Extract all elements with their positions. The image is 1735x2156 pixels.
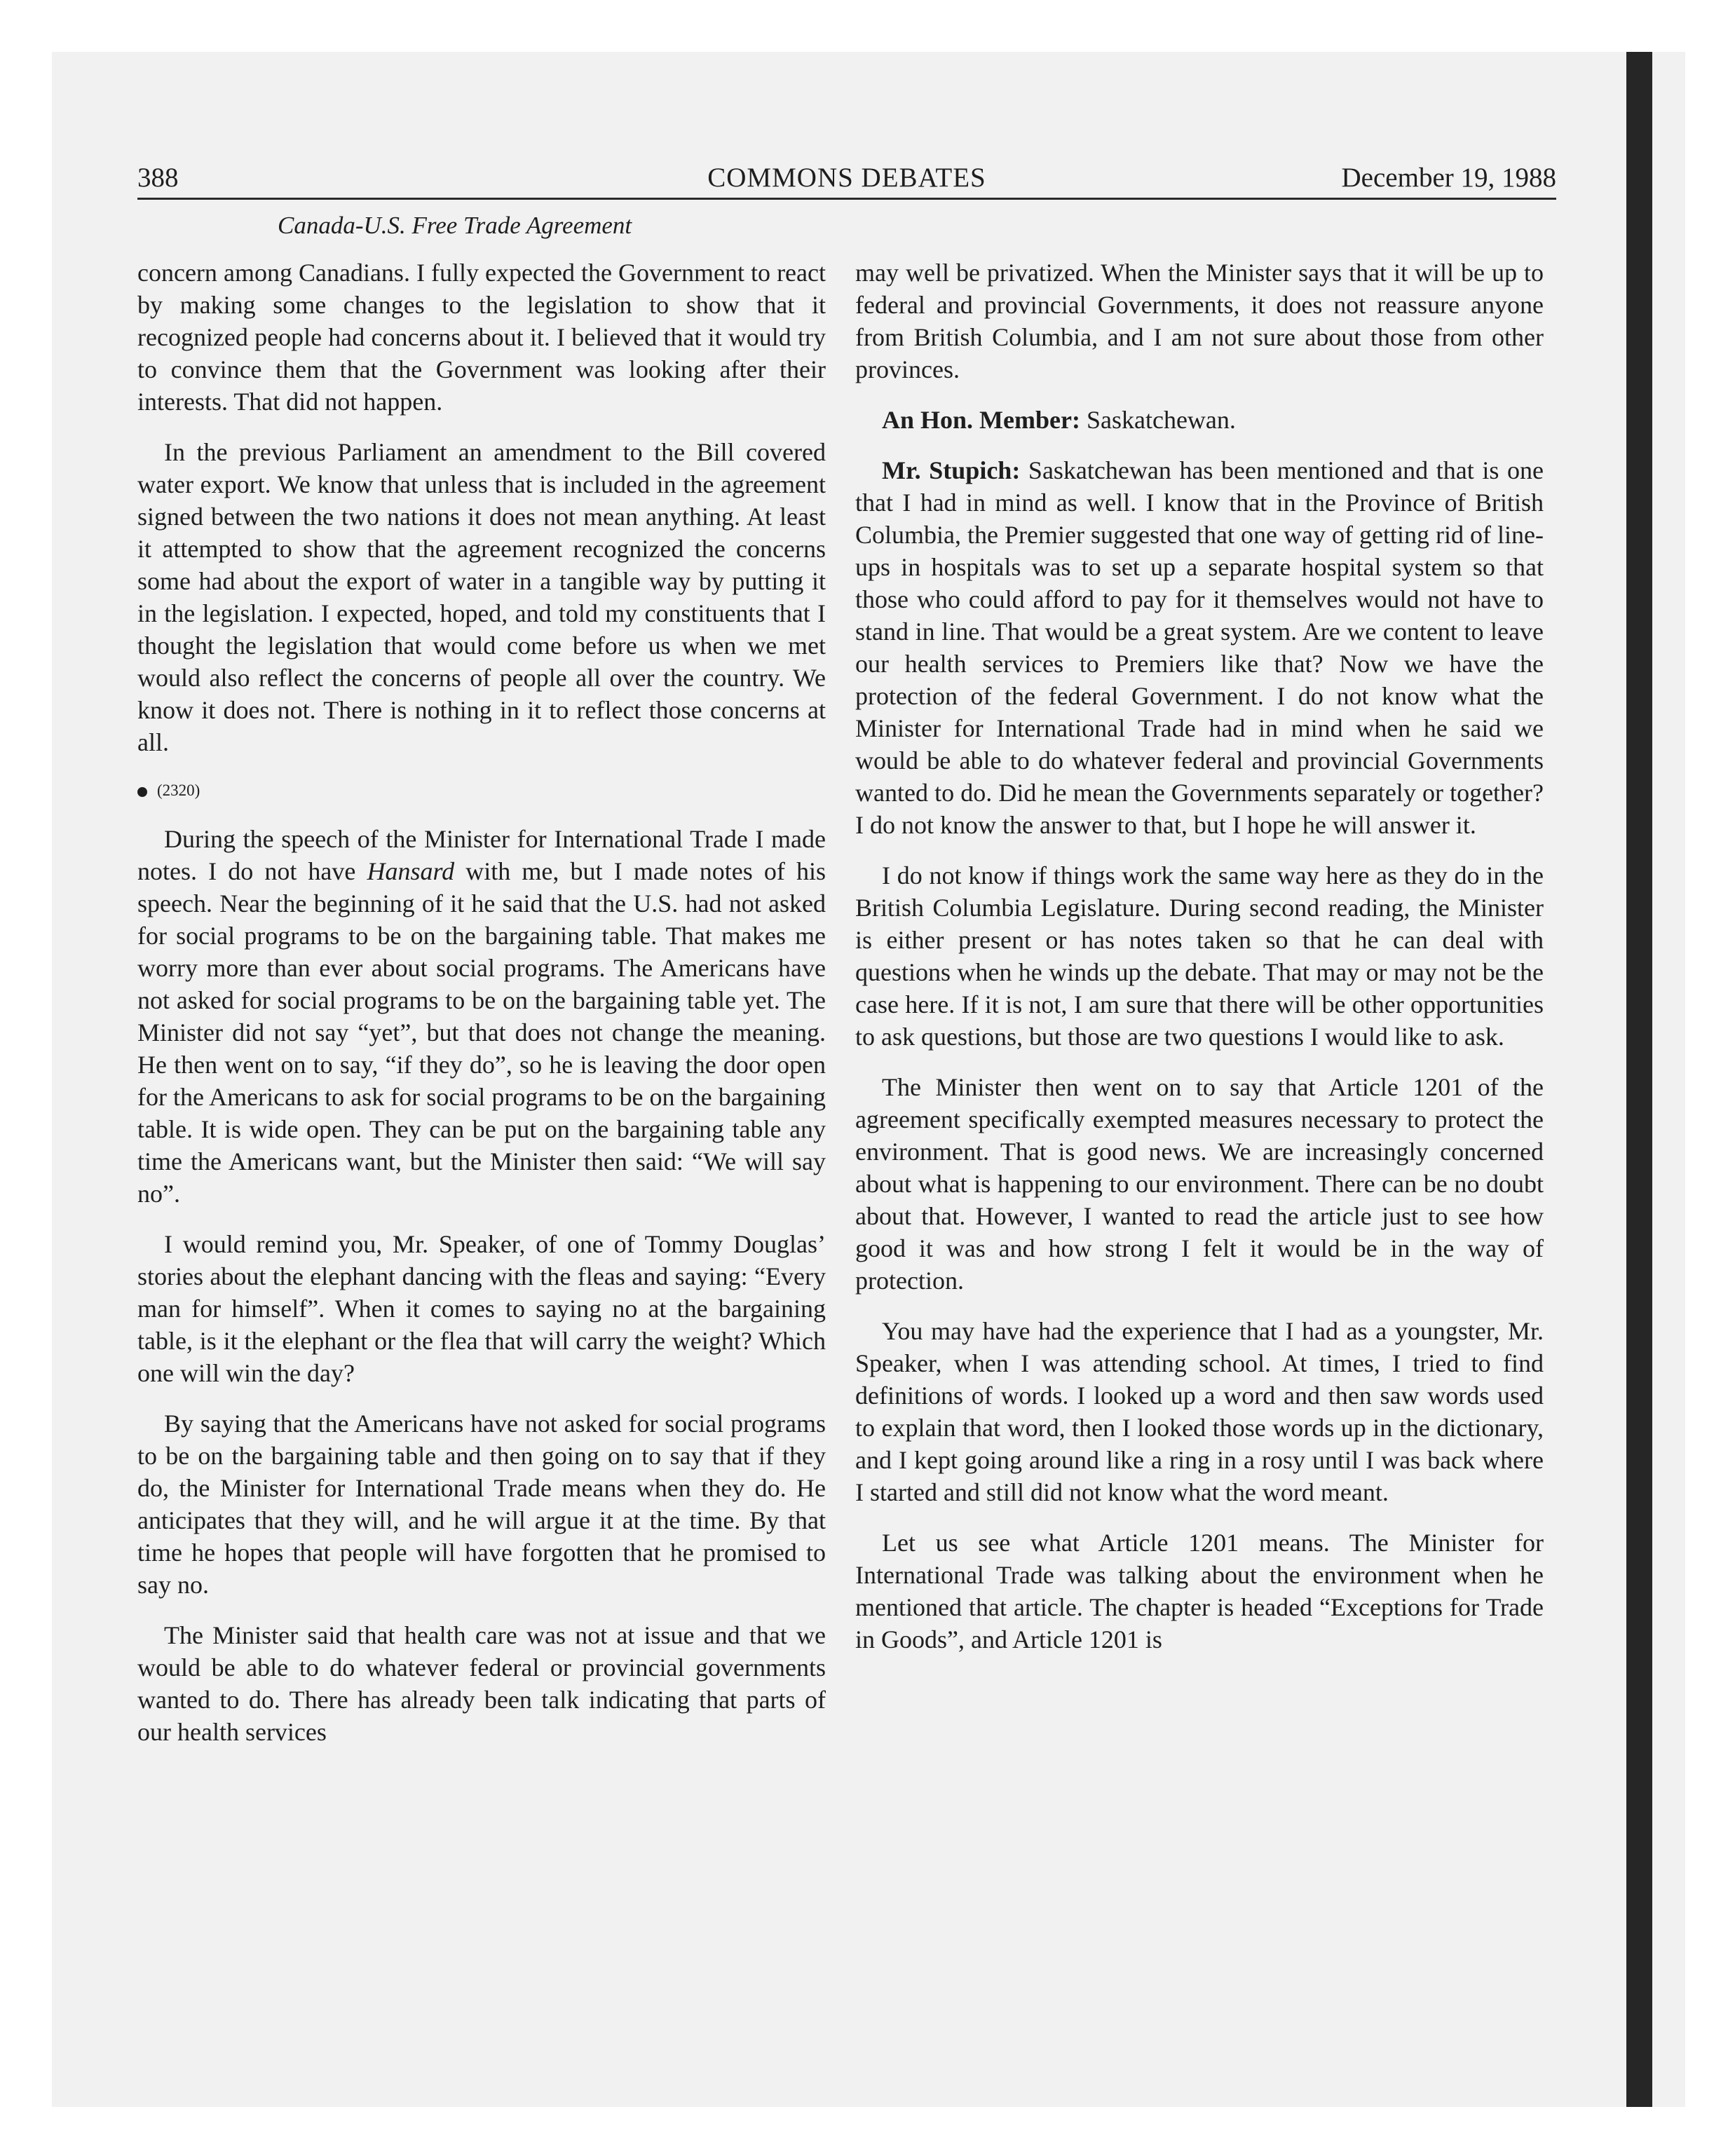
paragraph: concern among Canadians. I fully expected the Government to react by making some changes to the legislation to show that it recognized people had concerns about it. I believed that it would try to convince them that the Government was looking after their interests. That did not happen. — [137, 259, 826, 416]
paragraph: I do not know if things work the same way here as they do in the British Columbia Legislature. During second reading, the Minister is either present or has notes taken so that he can deal with questions when he winds up the debate. That may or may not be the case here. If it is not, I am sure that there will be other opportunities to ask questions, but those are two questions I would like to ask. — [855, 861, 1544, 1051]
paragraph: The Minister said that health care was not at issue and that we would be able to do whatever federal or provincial governments wanted to do. There has already been talk indicating that parts of our health services — [137, 1621, 826, 1746]
paragraph: I would remind you, Mr. Speaker, of one of Tommy Douglas’ stories about the elephant dancing with the fleas and saying: “Every man for himself”. When it comes to saying no at the bargaining table, is it the elephant or the flea that will carry the weight? Which one will win the day? — [137, 1230, 826, 1387]
paragraph: The Minister then went on to say that Article 1201 of the agreement specifically exempted measures necessary to protect the environment. That is good news. We are increasingly concerned about what is happening to our environment. There can be no doubt about that. However, I wanted to read the article just to see how good it was and how strong I felt it would be in the way of protection. — [855, 1073, 1544, 1295]
hansard-italic: Hansard — [367, 857, 455, 885]
page-header — [137, 158, 1556, 198]
time-marker — [137, 777, 826, 805]
paragraph: Let us see what Article 1201 means. The Minister for International Trade was talking about the environment when he mentioned that article. The chapter is headed “Exceptions for Trade in Goods”, and Article 1201 is — [855, 1529, 1544, 1653]
paragraph: By saying that the Americans have not asked for social programs to be on the bargaining table and then going on to say that if they do, the Minister for International Trade means when they do. He anticipates that they will, and he will argue it at the time. By that time he hopes that people will have forgotten that he promised to say no. — [137, 1410, 826, 1599]
paragraph — [137, 823, 826, 1210]
speaker-name: Mr. Stupich: — [882, 456, 1021, 484]
paragraph: In the previous Parliament an amendment to the Bill covered water export. We know that unless that is included in the agreement signed between the two nations it does not mean anything. At least it attempted to show that the agreement recognized the concerns some had about the export of water in a tangible way by putting it in the legislation. I expected, hoped, and told my constituents that I thought the legislation that would come before us when we met would also reflect the concerns of people all over the country. We know it does not. There is nothing in it to reflect those concerns at all. — [137, 438, 826, 756]
header-rule — [137, 198, 1556, 200]
paragraph — [855, 454, 1544, 841]
paragraph: You may have had the experience that I had as a youngster, Mr. Speaker, when I was attending school. At times, I tried to find definitions of words. I looked up a word and then saw words used to explain that word, then I looked those words up in the dictionary, and I kept going around like a ring in a rosy until I was back where I started and still did not know what the word meant. — [855, 1317, 1544, 1506]
paragraph-text: Saskatchewan has been mentioned and that is one that I had in mind as well. I know that in the Province of British Columbia, the Premier suggested that one way of getting rid of line-ups in hospitals was to set up a separate hospital system so that those who could afford to pay for it themselves would not have to stand in line. That would be a great system. Are we content to leave our health services to Premiers like that? Now we have the protection of the federal Government. I do not know what the Minister for International Trade had in mind when he said we would be able to do whatever federal and provincial Governments wanted to do. Did he mean the Governments separately or together? I do not know the answer to that, but I hope he will answer it. — [855, 456, 1544, 839]
paragraph: may well be privatized. When the Minister says that it will be up to federal and provincial Governments, it does not reassure anyone from British Columbia, and I am not sure about those from other provinces. — [855, 259, 1544, 383]
paragraph-text: with me, but I made notes of his speech. Near the beginning of it he said that the U.S. had not asked for social programs to be on the bargaining table. That makes me worry more than ever about social programs. The Americans have not asked for social programs to be on the bargaining table yet. The Minister did not say “yet”, but that does not change the meaning. He then went on to say, “if they do”, so he is leaving the door open for the Americans to ask for social programs to be on the bargaining table. It is wide open. They can be put on the bargaining table any time the Americans want, but the Minister then said: “We will say no”. — [137, 857, 826, 1208]
publication-title: COMMONS DEBATES — [707, 163, 986, 193]
page-number: 388 — [137, 163, 179, 193]
time-marker-text: (2320) — [157, 782, 200, 799]
right-column — [855, 257, 1544, 1674]
publication-date: December 19, 1988 — [1341, 163, 1556, 193]
bullet-icon — [137, 787, 147, 797]
speaker-name: An Hon. Member: — [882, 406, 1080, 434]
paragraph-text: During the speech of the Minister for International Trade I made notes. I do not have — [137, 825, 826, 885]
paragraph-text: Saskatchewan. — [1080, 406, 1236, 434]
scan-edge-shadow — [1626, 52, 1652, 2107]
paragraph — [855, 404, 1544, 436]
left-column — [137, 257, 826, 1766]
section-subheading: Canada-U.S. Free Trade Agreement — [278, 212, 632, 239]
